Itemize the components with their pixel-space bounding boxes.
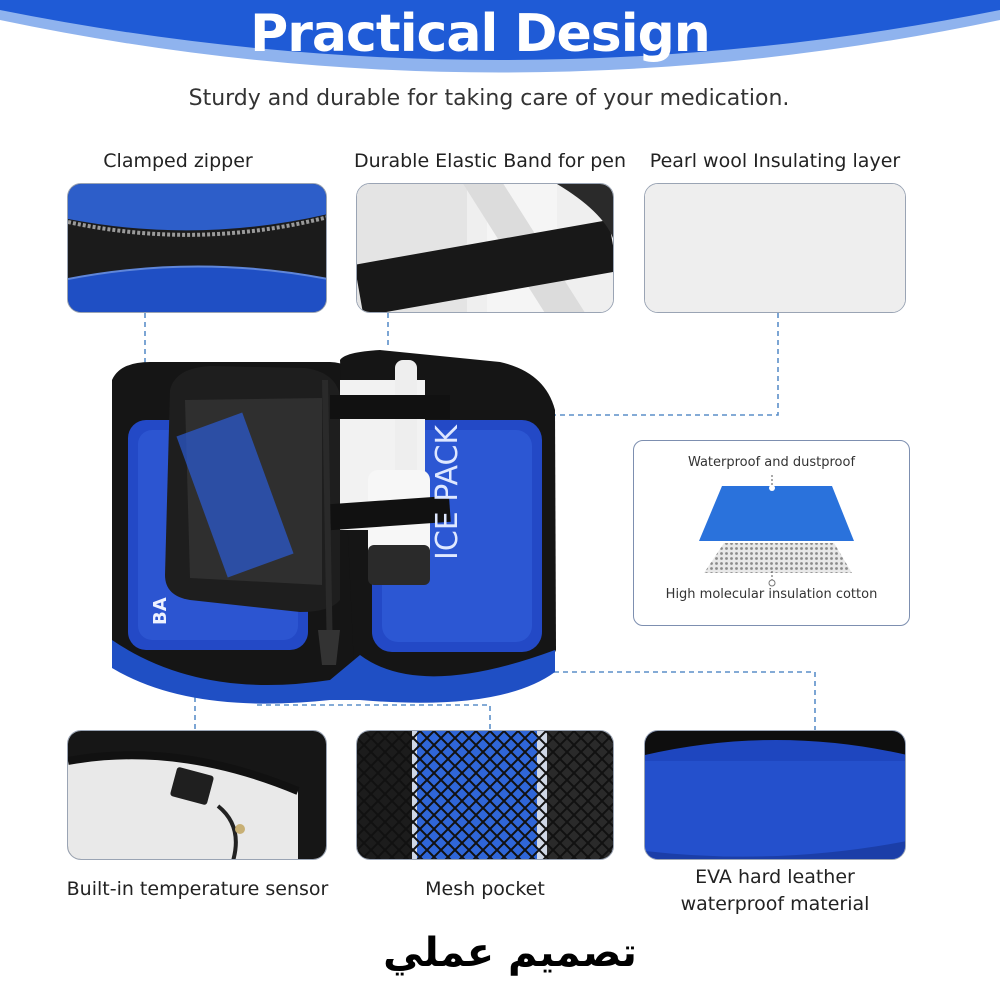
ice-pack-label: ICE PACK — [430, 424, 465, 560]
waterproof-layer — [699, 486, 854, 541]
caption-temperature-sensor: Built-in temperature sensor — [66, 878, 329, 900]
caption-eva-line2: waterproof material — [680, 893, 870, 915]
caption-pearl-wool: Pearl wool Insulating layer — [649, 150, 901, 172]
layer-bottom-label: High molecular insulation cotton — [665, 587, 878, 602]
sensor-photo — [68, 731, 327, 860]
brand-mark: BA — [150, 597, 171, 625]
page-title: Practical Design — [250, 4, 710, 64]
page-subtitle: Sturdy and durable for taking care of your medication. — [188, 86, 790, 111]
layers-diagram — [634, 471, 911, 596]
insulation-layer — [704, 543, 852, 573]
layer-top-label: Waterproof and dustproof — [687, 455, 856, 470]
caption-eva-line1: EVA hard leather — [695, 866, 855, 888]
panel-mesh-pocket — [356, 730, 614, 860]
panel-eva-material — [644, 730, 906, 860]
mesh-pocket-photo — [357, 731, 614, 860]
caption-clamped-zipper: Clamped zipper — [103, 150, 253, 172]
caption-elastic-band: Durable Elastic Band for pen — [353, 150, 626, 172]
arabic-title: تصميم عملي — [383, 930, 637, 976]
layers-card — [633, 440, 910, 626]
eva-material-photo — [645, 731, 906, 860]
panel-temperature-sensor — [67, 730, 327, 860]
caption-mesh-pocket: Mesh pocket — [425, 878, 545, 900]
insulin-bag — [112, 350, 556, 704]
